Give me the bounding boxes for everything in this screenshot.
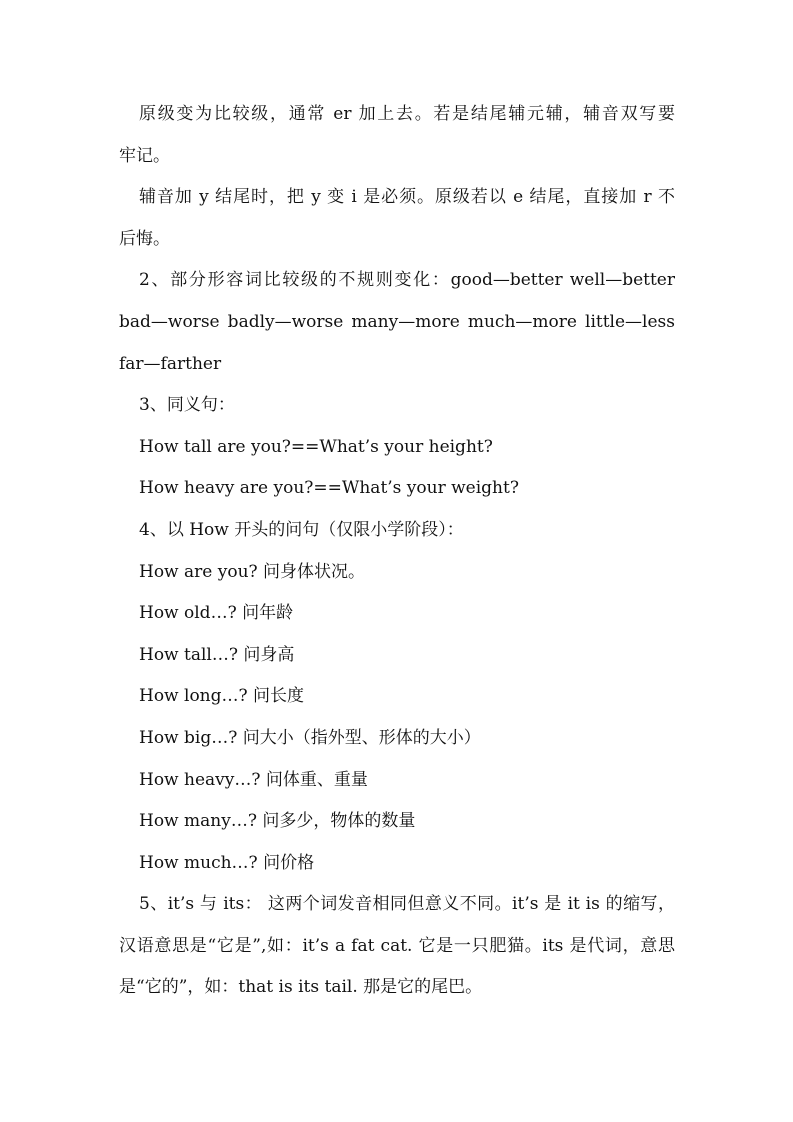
paragraph-irregular-comparatives: [119, 260, 675, 385]
text-line: 牢记。: [119, 145, 170, 166]
text-line: 是“它的”，如：that is its tail. 那是它的尾巴。: [119, 977, 483, 998]
synonym-sentence: How tall are you?==What’s your height?: [139, 436, 493, 457]
text-line: 原级变为比较级，通常 er 加上去。若是结尾辅元辅，辅音双写要: [139, 104, 675, 124]
section-3-heading: 3、同义句：: [139, 395, 235, 416]
how-question-item: How many…? 问多少，物体的数量: [139, 811, 416, 832]
text-line: 5、it’s 与 its： 这两个词发音相同但意义不同。it’s 是 it is 的缩写，: [139, 894, 675, 915]
section-4-heading: 4、以 How 开头的问句（仅限小学阶段）：: [139, 519, 464, 540]
how-question-item: How old…? 问年龄: [139, 603, 294, 624]
how-question-item: How long…? 问长度: [139, 686, 305, 707]
how-question-item: How much…? 问价格: [139, 852, 315, 873]
paragraph-its-vs-it-is: [119, 884, 675, 1009]
text-line: 后悔。: [119, 228, 170, 249]
text-line: bad—worse badly—worse many—more much—more little—less: [119, 311, 675, 332]
how-question-item: How tall…? 问身高: [139, 644, 295, 665]
how-question-item: How big…? 问大小（指外型、形体的大小）: [139, 727, 481, 748]
how-question-item: How heavy…? 问体重、重量: [139, 769, 368, 790]
text-line: 汉语意思是“它是”,如：it’s a fat cat. 它是一只肥猫。its 是代词，意思: [119, 935, 675, 956]
text-line: 2、部分形容词比较级的不规则变化：good—better well—better: [139, 270, 675, 291]
how-question-item: How are you? 问身体状况。: [139, 561, 366, 582]
text-line: 辅音加 y 结尾时，把 y 变 i 是必须。原级若以 e 结尾，直接加 r 不: [139, 187, 675, 208]
document-body: [119, 94, 675, 1009]
paragraph-comparative-rule-1: [119, 94, 675, 177]
paragraph-comparative-rule-2: [119, 177, 675, 260]
synonym-sentence: How heavy are you?==What’s your weight?: [139, 478, 519, 499]
text-line: far—farther: [119, 353, 222, 374]
